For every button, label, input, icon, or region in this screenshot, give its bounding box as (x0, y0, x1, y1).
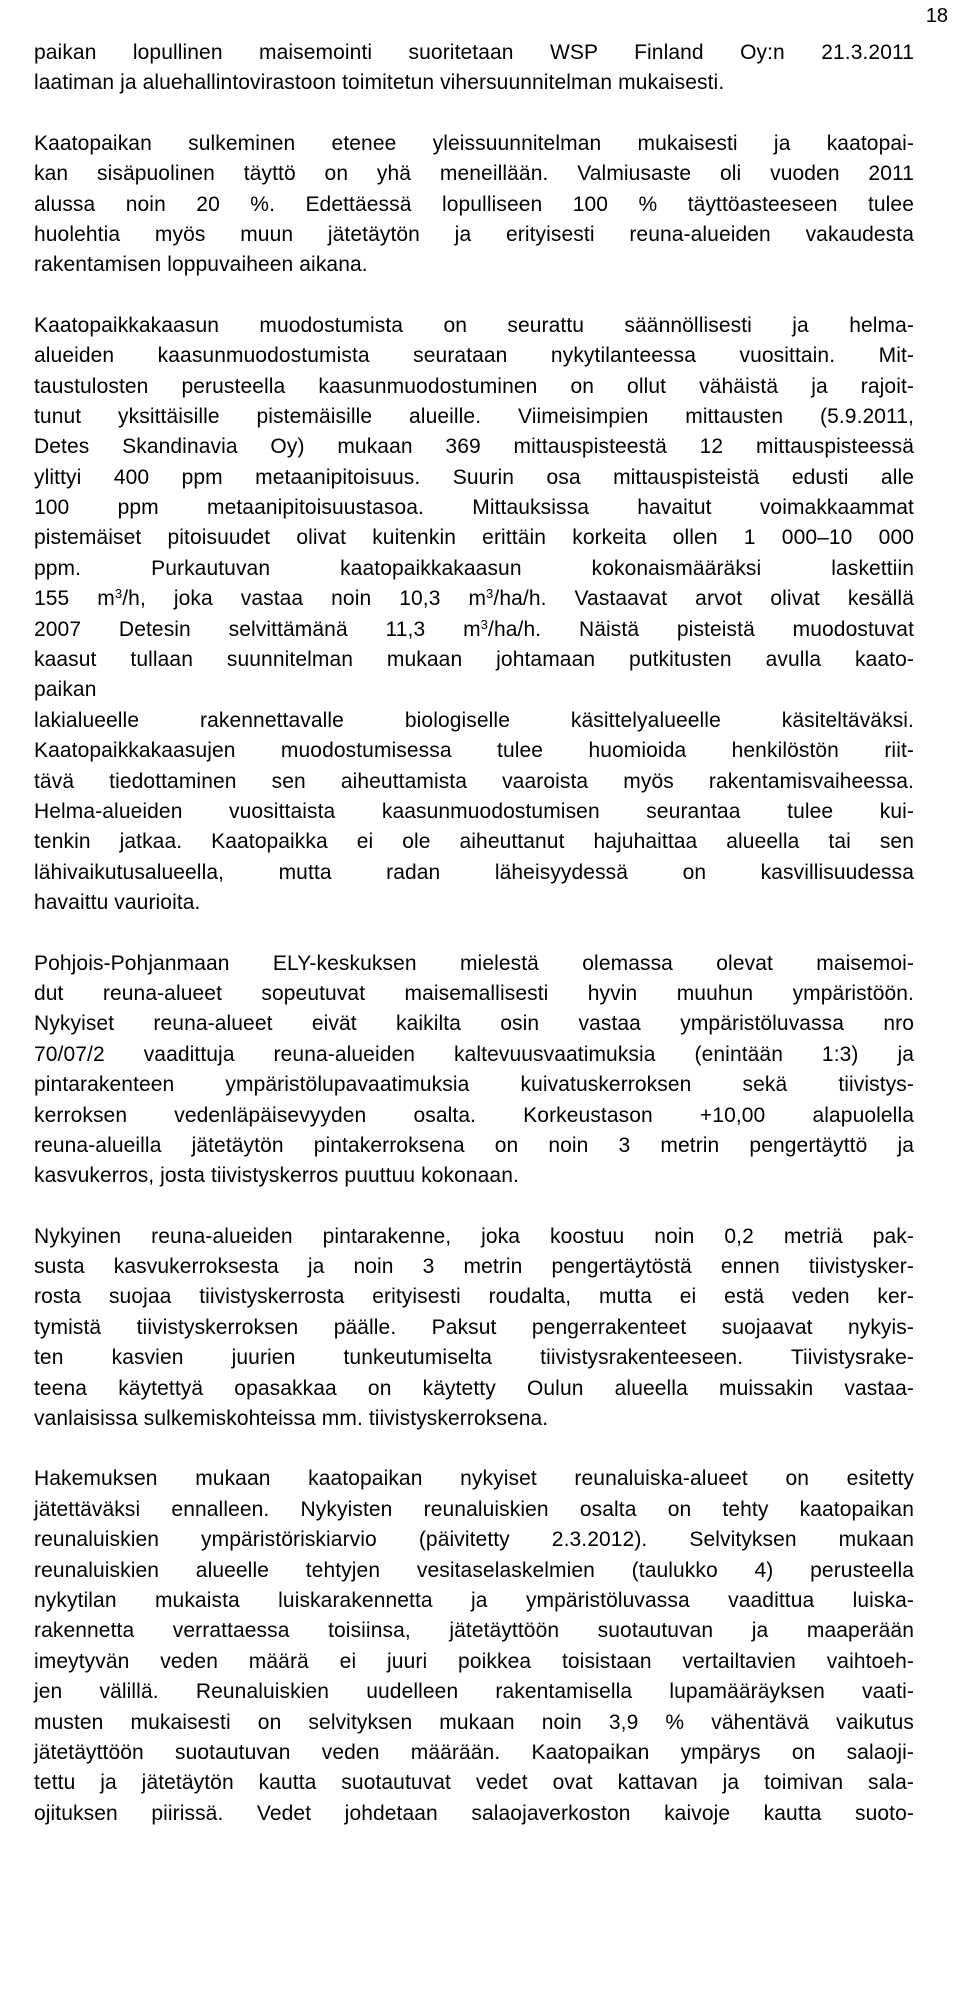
text-line: jätetäyttöön suotautuvan veden määrään. Kaatopaikan ympärys on salaoji- (34, 1740, 914, 1764)
text-line: tunut yksittäisille pistemäisille alueille. Viimeisimpien mittausten (5.9.2011, (34, 404, 914, 428)
text-line: Kaatopaikan sulkeminen etenee yleissuunnitelman mukaisesti ja kaatopai- (34, 131, 914, 155)
text-line: pintarakenteen ympäristölupavaatimuksia kuivatuskerroksen sekä tiivistys- (34, 1073, 914, 1097)
text-line: havaittu vaurioita. (34, 891, 201, 915)
text-line: Kaatopaikkakaasun muodostumista on seurattu säännöllisesti ja helma- (34, 313, 914, 337)
superscript: 3 (480, 616, 489, 632)
text-line: laatiman ja aluehallintovirastoon toimitetun vihersuunnitelman mukaisesti. (34, 71, 725, 95)
text-line: Pohjois-Pohjanmaan ELY-keskuksen mielestä olemassa olevat maisemoi- (34, 951, 914, 975)
paragraph (34, 129, 914, 281)
text-line: taustulosten perusteella kaasunmuodostuminen on ollut vähäistä ja rajoit- (34, 374, 914, 398)
text-line: imeytyvän veden määrä ei juuri poikkea toisistaan vertailtavien vaihtoeh- (34, 1649, 914, 1673)
text-line: 70/07/2 vaadittuja reuna-alueiden kaltevuusvaatimuksia (enintään 1:3) ja (34, 1042, 914, 1066)
text-line: rosta suojaa tiivistyskerrosta erityisesti roudalta, mutta ei estä veden ker- (34, 1285, 914, 1309)
text-line: rakennetta verrattaessa toisiinsa, jätetäyttöön suotautuvan ja maaperään (34, 1619, 914, 1643)
text-line: jen välillä. Reunaluiskien uudelleen rakentamisella lupamääräyksen vaati- (34, 1680, 914, 1704)
text-line (34, 615, 914, 645)
text-line: alueiden kaasunmuodostumista seurataan nykytilanteessa vuosittain. Mit- (34, 344, 914, 368)
text-line: ppm. Purkautuvan kaatopaikkakaasun kokonaismääräksi laskettiin (34, 556, 914, 580)
text-line: teena käytettyä opasakkaa on käytetty Oulun alueella muissakin vastaa- (34, 1376, 914, 1400)
text-line: vanlaisissa sulkemiskohteissa mm. tiivistyskerroksena. (34, 1407, 549, 1431)
text-line: kaasut tullaan suunnitelman mukaan johtamaan putkitusten avulla kaato- (34, 648, 914, 672)
text-line: nykytilan mukaista luiskarakennetta ja ympäristöluvassa vaadittua luiska- (34, 1588, 914, 1612)
text-line: tymistä tiivistyskerroksen päälle. Paksut pengerrakenteet suojaavat nykyis- (34, 1315, 914, 1339)
paragraph (34, 311, 914, 919)
text-segment: /ha/h. Näistä pisteistä muodostuvat (488, 617, 914, 641)
paragraph (34, 1222, 914, 1435)
text-line: dut reuna-alueet sopeutuvat maisemallisesti hyvin muuhun ympäristöön. (34, 981, 914, 1005)
text-line: musten mukaisesti on selvityksen mukaan noin 3,9 % vähentävä vaikutus (34, 1710, 914, 1734)
superscript: 3 (486, 586, 494, 602)
page-number: 18 (925, 5, 948, 27)
text-line: tettu ja jätetäytön kautta suotautuvat vedet ovat kattavan ja toimivan sala- (34, 1771, 914, 1795)
text-line: ten kasvien juurien tunkeutumiselta tiivistysrakenteeseen. Tiivistysrake- (34, 1346, 914, 1370)
paragraph (34, 949, 914, 1192)
text-line: Hakemuksen mukaan kaatopaikan nykyiset reunaluiska-alueet on esitetty (34, 1467, 914, 1491)
paragraph (34, 38, 914, 99)
text-line: reunaluiskien ympäristöriskiarvio (päivitetty 2.3.2012). Selvityksen mukaan (34, 1528, 914, 1552)
text-line (34, 584, 914, 614)
text-segment: 2007 Detesin selvittämänä 11,3 m (34, 617, 481, 641)
text-line: paikan (34, 678, 97, 702)
text-line: reunaluiskien alueelle tehtyjen vesitaselaskelmien (taulukko 4) perusteella (34, 1558, 914, 1582)
text-line: ylittyi 400 ppm metaanipitoisuus. Suurin osa mittauspisteistä edusti alle (34, 465, 914, 489)
text-line: paikan lopullinen maisemointi suoritetaan WSP Finland Oy:n 21.3.2011 (34, 41, 914, 64)
text-line: jätettäväksi ennalleen. Nykyisten reunaluiskien osalta on tehty kaatopaikan (34, 1497, 914, 1521)
text-line: pistemäiset pitoisuudet olivat kuitenkin erittäin korkeita ollen 1 000–10 000 (34, 526, 914, 550)
text-line: kasvukerros, josta tiivistyskerros puuttuu kokonaan. (34, 1164, 519, 1188)
text-line: tenkin jatkaa. Kaatopaikka ei ole aiheuttanut hajuhaittaa alueella tai sen (34, 830, 914, 854)
text-line: Helma-alueiden vuosittaista kaasunmuodostumisen seurantaa tulee kui- (34, 799, 914, 823)
text-line: lähivaikutusalueella, mutta radan läheisyydessä on kasvillisuudessa (34, 860, 914, 884)
text-line: alussa noin 20 %. Edettäessä lopulliseen 100 % täyttöasteeseen tulee (34, 192, 914, 216)
superscript: 3 (114, 586, 123, 602)
text-segment: 155 m (34, 587, 115, 611)
text-line: huolehtia myös muun jätetäytön ja erityisesti reuna-alueiden vakaudesta (34, 222, 914, 246)
text-line: Kaatopaikkakaasujen muodostumisessa tulee huomioida henkilöstön riit- (34, 739, 914, 763)
text-line: Nykyiset reuna-alueet eivät kaikilta osin vastaa ympäristöluvassa nro (34, 1012, 914, 1036)
text-line: Detes Skandinavia Oy) mukaan 369 mittauspisteestä 12 mittauspisteessä (34, 435, 914, 459)
text-line: rakentamisen loppuvaiheen aikana. (34, 253, 368, 277)
text-segment: /ha/h. Vastaavat arvot olivat kesällä (493, 587, 914, 611)
document-body (34, 38, 914, 1859)
text-line: reuna-alueilla jätetäytön pintakerroksena on noin 3 metrin pengertäyttö ja (34, 1133, 914, 1157)
text-line: ojituksen piirissä. Vedet johdetaan salaojaverkoston kaivoje kautta suoto- (34, 1801, 914, 1825)
text-line: susta kasvukerroksesta ja noin 3 metrin pengertäytöstä ennen tiivistysker- (34, 1255, 914, 1279)
text-segment: /h, joka vastaa noin 10,3 m (122, 587, 487, 611)
text-line: kan sisäpuolinen täyttö on yhä meneillään. Valmiusaste oli vuoden 2011 (34, 162, 914, 186)
text-line: kerroksen vedenläpäisevyyden osalta. Korkeustason +10,00 alapuolella (34, 1103, 914, 1127)
text-line: tävä tiedottaminen sen aiheuttamista vaaroista myös rakentamisvaiheessa. (34, 769, 914, 793)
text-line: Nykyinen reuna-alueiden pintarakenne, joka koostuu noin 0,2 metriä pak- (34, 1224, 914, 1248)
text-line: lakialueelle rakennettavalle biologiselle käsittelyalueelle käsiteltäväksi. (34, 708, 914, 732)
paragraph (34, 1464, 914, 1829)
text-line: 100 ppm metaanipitoisuustasoa. Mittauksissa havaitut voimakkaammat (34, 496, 914, 520)
